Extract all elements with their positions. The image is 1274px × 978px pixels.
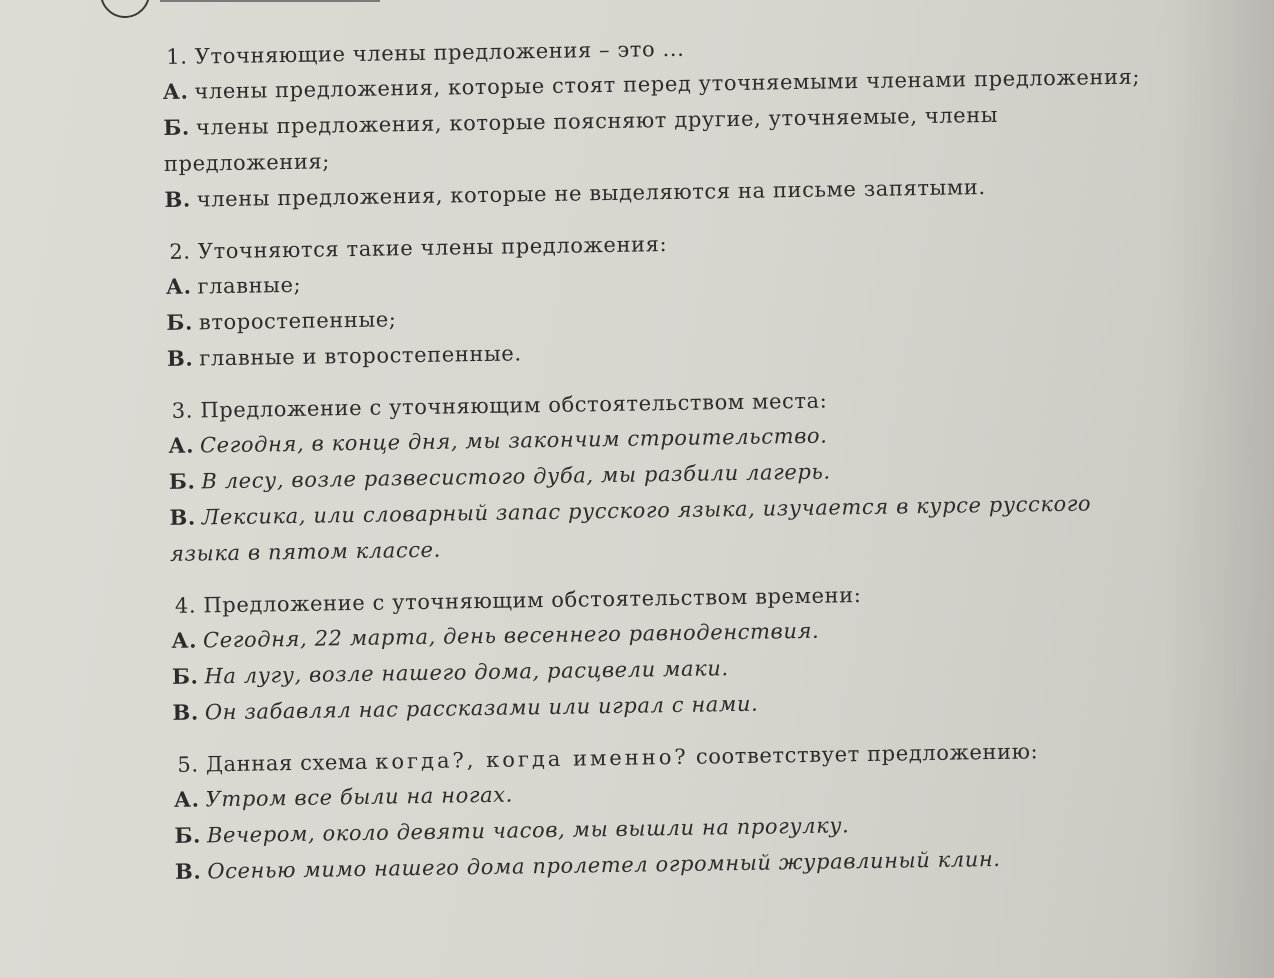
page-edge-shadow: [1164, 0, 1274, 978]
option-letter: Б.: [168, 468, 196, 494]
question-3: [166, 378, 1159, 572]
option-letter: А.: [165, 273, 192, 299]
question-1: [160, 24, 1153, 218]
option-letter: В.: [172, 699, 200, 725]
option-letter: В.: [174, 858, 202, 884]
option-letter: Б.: [166, 309, 194, 335]
option-text: Вечером, около девяти часов, мы вышли на прогулку.: [206, 813, 850, 848]
option-letter: А.: [173, 786, 200, 812]
option-letter: В.: [164, 186, 191, 212]
page-number-badge: [100, 0, 150, 18]
option-letter: А.: [171, 627, 198, 653]
question-2: [163, 219, 1155, 377]
option-letter: В.: [166, 345, 194, 371]
header-rule: [160, 0, 380, 2]
option-text: Он забавлял нас рассказами или играл с нами.: [204, 691, 759, 725]
option-text: Утром все были на ногах.: [205, 782, 514, 812]
question-text-end: соответствует предложению:: [695, 739, 1039, 769]
option-text: члены предложения, которые стоят перед уточняемыми членами предложения;: [194, 64, 1141, 104]
option-letter: Б.: [171, 663, 199, 689]
question-5: [171, 732, 1163, 890]
question-text: 2. Уточняются такие члены предложения:: [169, 232, 668, 264]
option-text: Сегодня, 22 марта, день весеннего равноденствия.: [202, 618, 820, 653]
question-text: 3. Предложение с уточняющим обстоятельством места:: [171, 388, 828, 423]
test-questions: [160, 24, 1163, 906]
answer-option-c[interactable]: [167, 484, 1158, 572]
option-text: члены предложения, которые не выделяются на письме запятыми.: [196, 175, 986, 212]
option-text: В лесу, возле развесистого дуба, мы разбили лагерь.: [201, 459, 831, 494]
question-text: 1. Уточняющие члены предложения – это ...: [166, 36, 685, 69]
option-text: члены предложения, которые поясняют другие, уточняемые, члены предложения;: [163, 102, 999, 176]
option-letter: Б.: [174, 822, 202, 848]
option-text: Сегодня, в конце дня, мы закончим строительство.: [199, 423, 828, 458]
option-text: главные;: [197, 272, 302, 299]
option-text: второстепенные;: [198, 307, 397, 335]
option-text: главные и второстепенные.: [199, 341, 522, 371]
question-4: [169, 573, 1161, 731]
option-text: Осенью мимо нашего дома пролетел огромный журавлиный клин.: [207, 846, 1001, 884]
option-letter: В.: [169, 504, 196, 530]
option-letter: А.: [162, 78, 189, 104]
option-letter: А.: [168, 432, 195, 458]
question-scheme: когда?, когда именно?: [375, 744, 689, 774]
question-text: 4. Предложение с уточняющим обстоятельством времени:: [174, 583, 862, 618]
option-text: Лексика, или словарный запас русского языка, изучается в курсе русского языка в пятом классе.: [169, 491, 1092, 566]
question-text-start: 5. Данная схема: [177, 749, 369, 777]
option-letter: Б.: [163, 114, 191, 140]
option-text: На лугу, возле нашего дома, расцвели маки.: [204, 656, 729, 689]
